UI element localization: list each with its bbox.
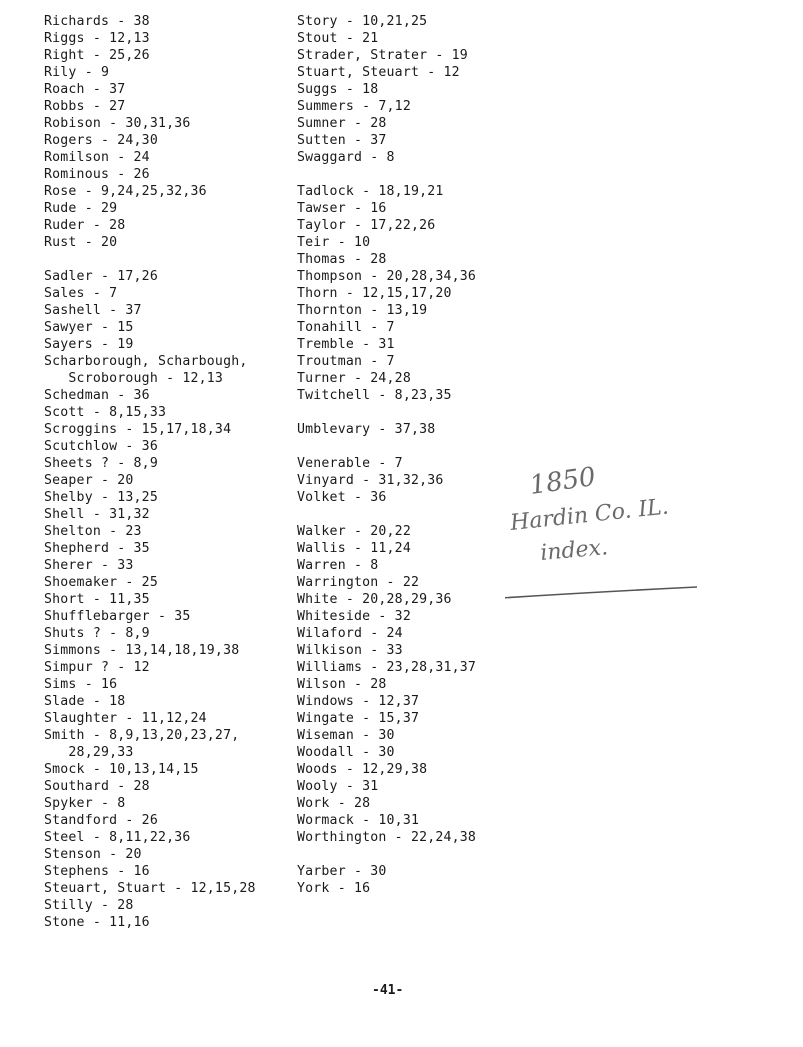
index-entry: Simmons - 13,14,18,19,38 [44, 643, 240, 658]
index-entry: Shuts ? - 8,9 [44, 626, 150, 641]
index-entry: Slade - 18 [44, 694, 126, 709]
index-entry: Shell - 31,32 [44, 507, 150, 522]
index-entry: Shelton - 23 [44, 524, 142, 539]
index-entry: Wooly - 31 [297, 779, 379, 794]
index-entry: Short - 11,35 [44, 592, 150, 607]
index-entry: Wallis - 11,24 [297, 541, 411, 556]
index-entry: Smock - 10,13,14,15 [44, 762, 199, 777]
index-entry: Wingate - 15,37 [297, 711, 420, 726]
index-entry: Robison - 30,31,36 [44, 116, 191, 131]
index-entry: Summers - 7,12 [297, 99, 411, 114]
index-entry: Rogers - 24,30 [44, 133, 158, 148]
index-entry: Windows - 12,37 [297, 694, 420, 709]
index-entry: York - 16 [297, 881, 371, 896]
index-entry: Sadler - 17,26 [44, 269, 158, 284]
index-entry: Swaggard - 8 [297, 150, 395, 165]
index-entry: Tadlock - 18,19,21 [297, 184, 444, 199]
index-entry: Scroggins - 15,17,18,34 [44, 422, 232, 437]
index-entry: Whiteside - 32 [297, 609, 411, 624]
index-entry: Sheets ? - 8,9 [44, 456, 158, 471]
index-entry: Tremble - 31 [297, 337, 395, 352]
index-entry: Sales - 7 [44, 286, 118, 301]
index-entry: Wormack - 10,31 [297, 813, 420, 828]
index-entry: Rude - 29 [44, 201, 118, 216]
section-gap [297, 506, 527, 523]
index-entry: Steuart, Stuart - 12,15,28 [44, 881, 256, 896]
index-entry: Thompson - 20,28,34,36 [297, 269, 477, 284]
index-entry: Sawyer - 15 [44, 320, 134, 335]
index-entry: Schedman - 36 [44, 388, 150, 403]
section-gap [297, 438, 527, 455]
index-entry: Tawser - 16 [297, 201, 387, 216]
index-entry: Stenson - 20 [44, 847, 142, 862]
index-entry: Rust - 20 [44, 235, 118, 250]
index-entry: Volket - 36 [297, 490, 387, 505]
index-entry: Walker - 20,22 [297, 524, 411, 539]
index-entry: Sayers - 19 [44, 337, 134, 352]
index-entry: Smith - 8,9,13,20,23,27, [44, 728, 240, 743]
index-entry: Strader, Strater - 19 [297, 48, 468, 63]
index-entry: Right - 25,26 [44, 48, 150, 63]
index-entry: Seaper - 20 [44, 473, 134, 488]
index-entry: Story - 10,21,25 [297, 14, 428, 29]
index-entry: Sumner - 28 [297, 116, 387, 131]
index-entry: Shoemaker - 25 [44, 575, 158, 590]
section-gap [297, 166, 527, 183]
index-entry: Southard - 28 [44, 779, 150, 794]
note-label: index. [539, 535, 609, 566]
index-entry: Wilkison - 33 [297, 643, 403, 658]
index-entry: Warrington - 22 [297, 575, 420, 590]
index-entry: Steel - 8,11,22,36 [44, 830, 191, 845]
page-number: -41- [372, 983, 404, 998]
index-entry: Rily - 9 [44, 65, 110, 80]
index-entry: Stuart, Steuart - 12 [297, 65, 460, 80]
index-entry: Woods - 12,29,38 [297, 762, 428, 777]
index-left-column [44, 13, 294, 931]
index-entry: Standford - 26 [44, 813, 158, 828]
index-entry: Tonahill - 7 [297, 320, 395, 335]
index-entry: Suggs - 18 [297, 82, 379, 97]
index-entry: Slaughter - 11,12,24 [44, 711, 207, 726]
note-underline [505, 587, 697, 598]
section-gap [44, 251, 294, 268]
index-entry: Sims - 16 [44, 677, 118, 692]
index-entry: Stone - 11,16 [44, 915, 150, 930]
index-entry: Shelby - 13,25 [44, 490, 158, 505]
index-entry: Shufflebarger - 35 [44, 609, 191, 624]
index-entry: Venerable - 7 [297, 456, 403, 471]
index-entry: Woodall - 30 [297, 745, 395, 760]
index-entry: Riggs - 12,13 [44, 31, 150, 46]
index-entry: Taylor - 17,22,26 [297, 218, 436, 233]
index-entry: Scroborough - 12,13 [44, 371, 224, 386]
index-entry: Umblevary - 37,38 [297, 422, 436, 437]
index-entry: Scutchlow - 36 [44, 439, 158, 454]
index-entry: Robbs - 27 [44, 99, 126, 114]
index-entry: Warren - 8 [297, 558, 379, 573]
index-entry: Shepherd - 35 [44, 541, 150, 556]
index-entry: Spyker - 8 [44, 796, 126, 811]
index-entry: White - 20,28,29,36 [297, 592, 452, 607]
index-entry: Teir - 10 [297, 235, 371, 250]
index-entry: Vinyard - 31,32,36 [297, 473, 444, 488]
index-entry: Thomas - 28 [297, 252, 387, 267]
index-entry: Romilson - 24 [44, 150, 150, 165]
index-entry: Simpur ? - 12 [44, 660, 150, 675]
section-gap [297, 846, 527, 863]
index-entry: 28,29,33 [44, 745, 134, 760]
index-entry: Wiseman - 30 [297, 728, 395, 743]
note-place: Hardin Co. IL. [509, 494, 670, 536]
index-right-column [297, 13, 527, 897]
index-entry: Rominous - 26 [44, 167, 150, 182]
index-entry: Sherer - 33 [44, 558, 134, 573]
index-entry: Stephens - 16 [44, 864, 150, 879]
index-entry: Ruder - 28 [44, 218, 126, 233]
index-entry: Sutten - 37 [297, 133, 387, 148]
section-gap [297, 404, 527, 421]
index-entry: Scharborough, Scharbough, [44, 354, 248, 369]
index-entry: Wilaford - 24 [297, 626, 403, 641]
index-entry: Richards - 38 [44, 14, 150, 29]
index-entry: Scott - 8,15,33 [44, 405, 167, 420]
index-entry: Thorn - 12,15,17,20 [297, 286, 452, 301]
index-entry: Stout - 21 [297, 31, 379, 46]
index-entry: Rose - 9,24,25,32,36 [44, 184, 207, 199]
index-entry: Twitchell - 8,23,35 [297, 388, 452, 403]
index-entry: Roach - 37 [44, 82, 126, 97]
index-entry: Wilson - 28 [297, 677, 387, 692]
index-entry: Yarber - 30 [297, 864, 387, 879]
index-entry: Stilly - 28 [44, 898, 134, 913]
index-entry: Turner - 24,28 [297, 371, 411, 386]
index-entry: Thornton - 13,19 [297, 303, 428, 318]
index-entry: Worthington - 22,24,38 [297, 830, 477, 845]
index-entry: Troutman - 7 [297, 354, 395, 369]
note-year: 1850 [527, 462, 598, 501]
index-entry: Williams - 23,28,31,37 [297, 660, 477, 675]
index-entry: Work - 28 [297, 796, 371, 811]
index-entry: Sashell - 37 [44, 303, 142, 318]
handwritten-note [505, 460, 705, 605]
